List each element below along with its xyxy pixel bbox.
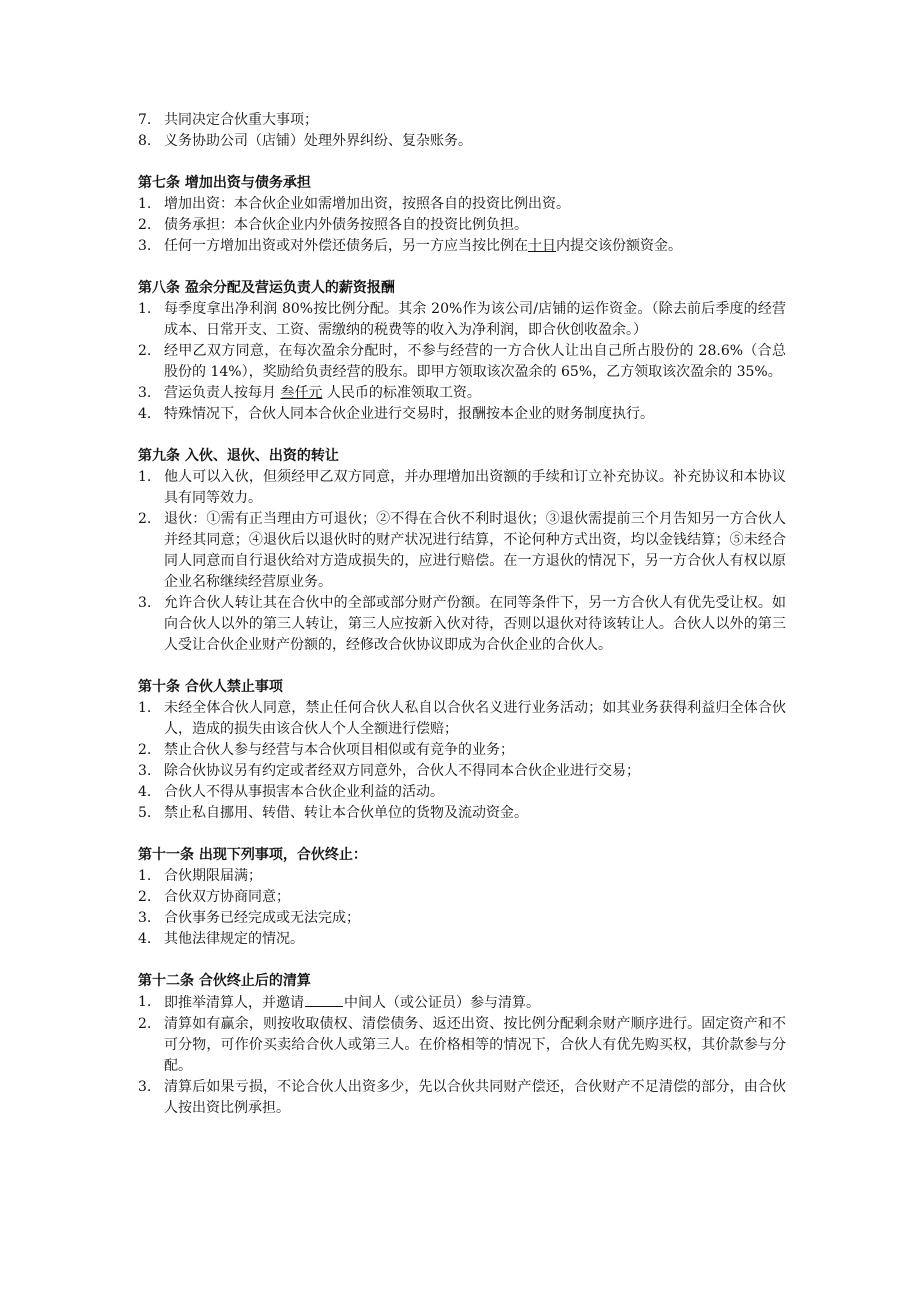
item-text: 退伙：①需有正当理由方可退伙；②不得在合伙不利时退伙；③退伙需提前三个月告知另一方合伙人并经其同意；④退伙后以退伙时的财产状况进行结算，不论何种方式出资，均以金钱结算；⑤未经合同人同意而自行退伙给对方造成损失的，应进行赔偿。在一方退伙的情况下，另一方合伙人有权以原企业名称继续经营原业务。 [164,511,786,590]
list-item [138,404,786,425]
item-text-post: 内提交该份额资金。 [556,238,682,254]
item-text-pre: 任何一方增加出资或对外偿还债务后，另一方应当按比例在 [164,238,528,254]
article-9-items [138,467,786,656]
list-item [138,194,786,215]
article-11 [138,845,786,950]
item-number: 4. [138,406,152,422]
list-item [138,992,786,1014]
item-text: 其他法律规定的情况。 [164,931,304,947]
item-text-post: 人民币的标准领取工资。 [322,385,481,401]
list-item [138,131,786,152]
continued-items [138,110,786,152]
list-item [138,698,786,740]
item-number: 1. [138,196,152,212]
item-number: 4. [138,784,152,800]
list-item [138,110,786,131]
item-number: 7. [138,112,152,128]
article-7 [138,173,786,257]
item-text [164,383,786,404]
list-item [138,509,786,593]
list-item [138,467,786,509]
list-item [138,1014,786,1077]
article-10 [138,677,786,824]
continued-list [138,110,786,152]
item-number: 4. [138,931,152,947]
item-number: 1. [138,469,152,485]
item-number: 3. [138,595,152,611]
item-number: 3. [138,910,152,926]
item-text: 允许合伙人转让其在合伙中的全部或部分财产份额。在同等条件下，另一方合伙人有优先受让权。如向合伙人以外的第三人转让，第三人应按新入伙对待，否则以退伙对待该转让人。合伙人以外的第三人受让合伙企业财产份额的，经修改合伙协议即成为合伙企业的合伙人。 [164,595,786,653]
list-item [138,761,786,782]
item-text: 清算后如果亏损，不论合伙人出资多少，先以合伙共同财产偿还，合伙财产不足清偿的部分，由合伙人按出资比例承担。 [164,1079,786,1116]
list-item [138,887,786,908]
article-8-items [138,299,786,425]
list-item [138,341,786,383]
list-item [138,1077,786,1119]
article-11-items [138,866,786,950]
list-item [138,593,786,656]
item-text-pre: 营运负责人按每月 [164,385,281,401]
list-item [138,215,786,236]
list-item [138,782,786,803]
list-item [138,740,786,761]
article-8 [138,278,786,425]
item-text [164,236,786,257]
item-text: 每季度拿出净利润 80%按比例分配。其余 20%作为该公司/店铺的运作资金。（除去前后季度的经营成本、日常开支、工资、需缴纳的税费等的收入为净利润，即合伙创收盈余。） [164,301,786,338]
item-number: 2. [138,343,152,359]
article-9-heading: 第九条 入伙、退伙、出资的转让 [138,448,339,464]
item-number: 3. [138,385,152,401]
fill-in-blank [305,992,343,1007]
item-text: 除合伙协议另有约定或者经双方同意外，合伙人不得同本合伙企业进行交易； [164,763,640,779]
list-item [138,299,786,341]
deadline-underlined: 十日 [528,238,556,254]
item-text [164,992,786,1014]
item-text: 合伙事务已经完成或无法完成； [164,910,360,926]
item-number: 2. [138,1016,152,1032]
item-number: 3. [138,763,152,779]
article-9 [138,446,786,656]
list-item [138,803,786,824]
list-item [138,236,786,257]
document-body [138,110,786,1119]
item-number: 2. [138,889,152,905]
article-10-heading: 第十条 合伙人禁止事项 [138,679,283,695]
item-text: 合伙双方协商同意； [164,889,290,905]
article-12-heading: 第十二条 合伙终止后的清算 [138,973,311,989]
item-number: 1. [138,994,152,1010]
item-text: 共同决定合伙重大事项； [164,112,318,128]
list-item [138,929,786,950]
item-number: 1. [138,868,152,884]
article-7-heading: 第七条 增加出资与债务承担 [138,175,311,191]
item-text: 合伙人不得从事损害本合伙企业利益的活动。 [164,784,444,800]
item-number: 3. [138,238,152,254]
item-number: 2. [138,511,152,527]
item-number: 1. [138,700,152,716]
item-number: 2. [138,742,152,758]
item-text: 禁止私自挪用、转借、转让本合伙单位的货物及流动资金。 [164,805,528,821]
salary-underlined: 叁仟元 [280,385,323,401]
list-item [138,908,786,929]
item-text: 义务协助公司（店铺）处理外界纠纷、复杂账务。 [164,133,472,149]
article-12-items [138,992,786,1119]
item-text: 合伙期限届满； [164,868,262,884]
item-text: 禁止合伙人参与经营与本合伙项目相似或有竞争的业务； [164,742,514,758]
item-text: 未经全体合伙人同意，禁止任何合伙人私自以合伙名义进行业务活动；如其业务获得利益归全体合伙人，造成的损失由该合伙人个人全额进行偿赔； [164,700,786,737]
item-number: 2. [138,217,152,233]
article-10-items [138,698,786,824]
article-11-heading: 第十一条 出现下列事项，合伙终止： [138,847,367,863]
list-item [138,383,786,404]
item-number: 3. [138,1079,152,1095]
item-text: 经甲乙双方同意，在每次盈余分配时，不参与经营的一方合伙人让出自己所占股份的 28.6%（合总股份的 14%），奖励给负责经营的股东。即甲方领取该次盈余的 65%，乙方领取该次盈余的 35%。 [164,343,786,380]
item-text: 特殊情况下，合伙人同本合伙企业进行交易时，报酬按本企业的财务制度执行。 [164,406,654,422]
article-12 [138,971,786,1119]
item-text-post: 中间人（或公证员）参与清算。 [344,995,540,1011]
article-8-heading: 第八条 盈余分配及营运负责人的薪资报酬 [138,280,395,296]
item-text: 他人可以入伙，但须经甲乙双方同意，并办理增加出资额的手续和订立补充协议。补充协议和本协议具有同等效力。 [164,469,786,506]
article-7-items [138,194,786,257]
list-item [138,866,786,887]
item-number: 8. [138,133,152,149]
item-text: 增加出资：本合伙企业如需增加出资，按照各自的投资比例出资。 [164,196,570,212]
item-number: 1. [138,301,152,317]
item-number: 5. [138,805,152,821]
item-text-pre: 即推举清算人，并邀请 [164,995,304,1011]
item-text: 债务承担：本合伙企业内外债务按照各自的投资比例负担。 [164,217,528,233]
item-text: 清算如有赢余，则按收取债权、清偿债务、返还出资、按比例分配剩余财产顺序进行。固定资产和不可分物，可作价买卖给合伙人或第三人。在价格相等的情况下，合伙人有优先购买权，其价款参与分配。 [164,1016,786,1074]
